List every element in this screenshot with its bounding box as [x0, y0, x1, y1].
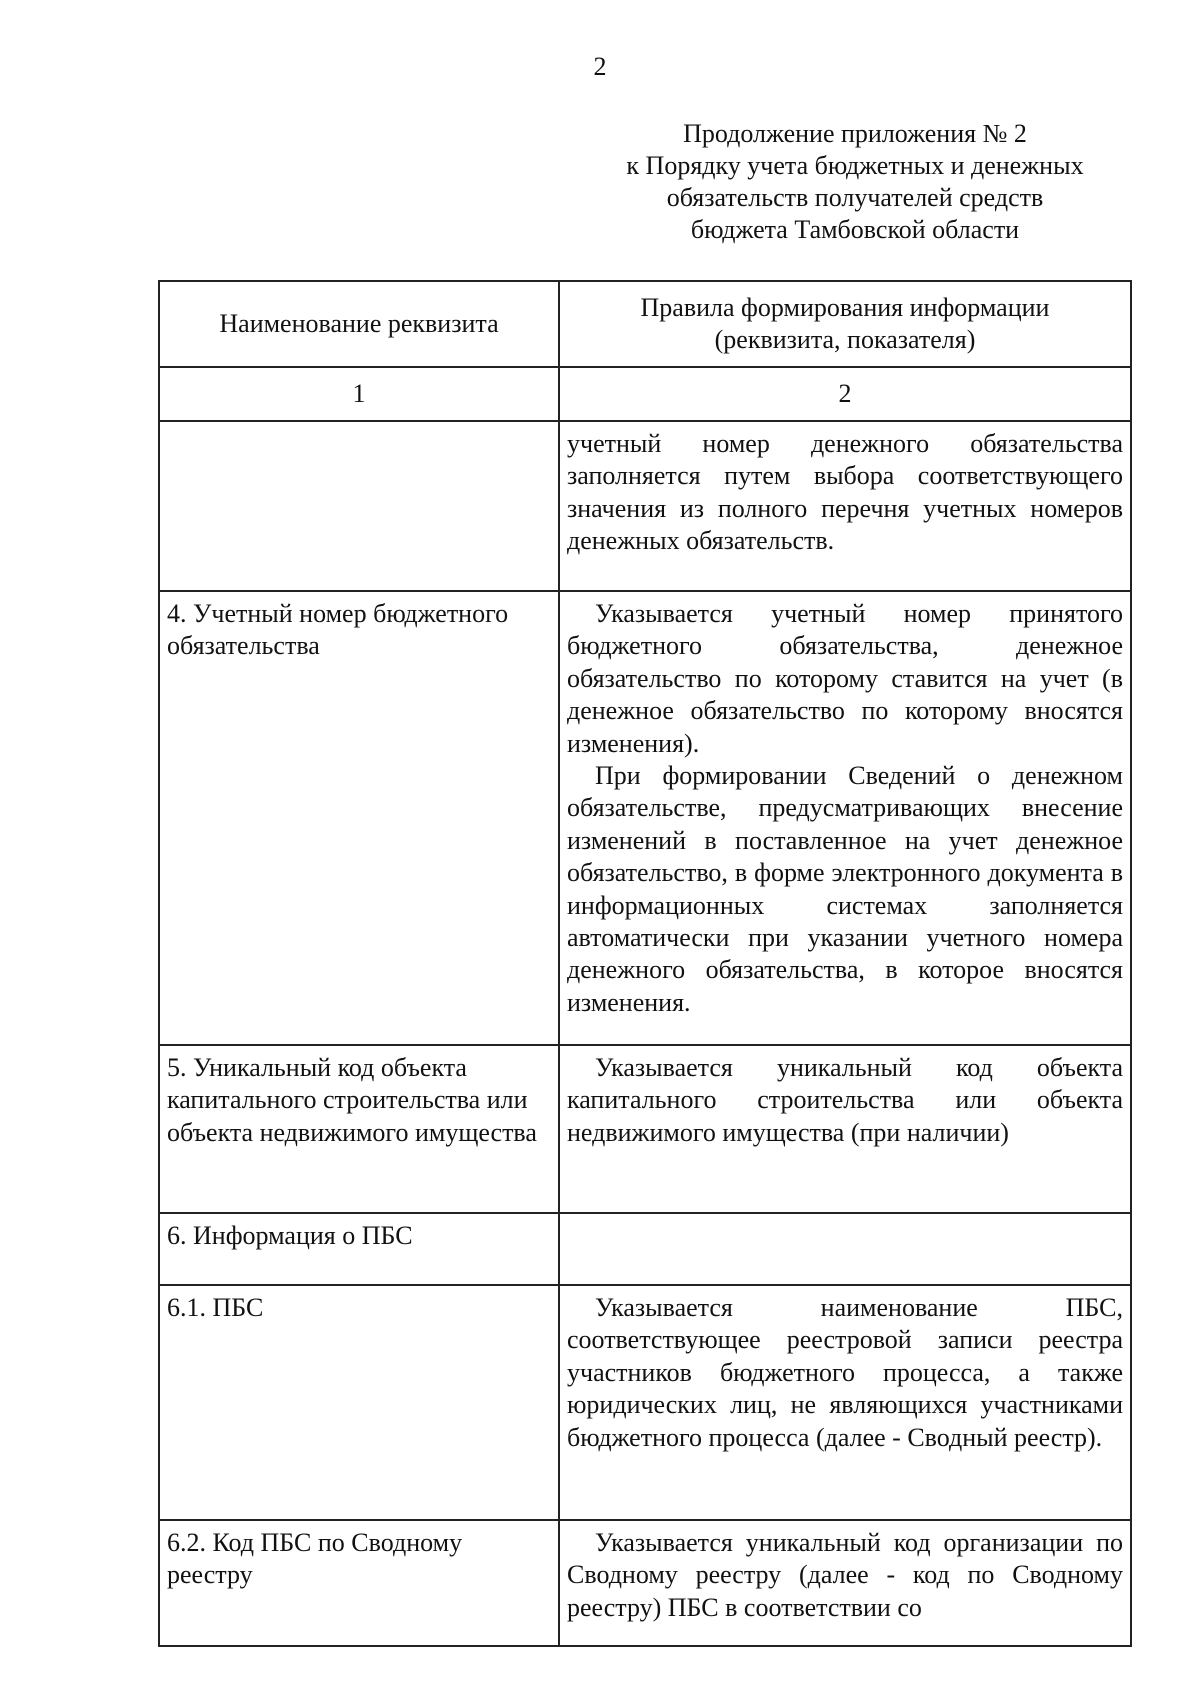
requisite-name: 5. Уникальный код объекта капитального строительства или объекта недвижимого имущества: [159, 1045, 559, 1213]
rules-paragraph: Указывается уникальный код объекта капитального строительства или объекта недвижимого имущества (при наличии): [567, 1053, 1123, 1147]
requisite-name: [159, 421, 559, 591]
rules-paragraph: Указывается учетный номер принятого бюджетного обязательства, денежное обязательство по которому ставится на учет (в денежное обязательство по которому вносятся изменения).: [567, 599, 1123, 758]
requisite-rules: [559, 1213, 1131, 1285]
requisite-rules: [559, 421, 1131, 591]
rules-paragraph: При формировании Сведений о денежном обязательстве, предусматривающих внесение изменений в поставленное на учет денежное обязательство, в форме электронного документа в информационных системах заполняется автоматически при указании учетного номера денежного обязательства, в которое вносятся изменения.: [567, 761, 1123, 1017]
requisite-name: 4. Учетный номер бюджетного обязательства: [159, 591, 559, 1045]
appendix-header-line: обязательств получателей средств: [666, 183, 1044, 212]
table-row: [159, 421, 1131, 591]
requisite-name: 6.2. Код ПБС по Сводному реестру: [159, 1520, 559, 1646]
requisite-name: 6. Информация о ПБС: [159, 1213, 559, 1285]
requisite-rules: [559, 1045, 1131, 1213]
column-header-rules: [559, 281, 1131, 367]
appendix-header-line: к Порядку учета бюджетных и денежных: [626, 151, 1084, 180]
appendix-header: [600, 118, 1110, 246]
appendix-header-line: бюджета Тамбовской области: [690, 215, 1020, 244]
column-header-line: (реквизита, показателя): [714, 325, 976, 354]
requisite-rules: [559, 1520, 1131, 1646]
table-header-row: [159, 281, 1131, 367]
rules-paragraph: Указывается наименование ПБС, соответствующее реестровой записи реестра участников бюджетного процесса, а также юридических лиц, не являющихся участниками бюджетного процесса (далее - Сводный реестр).: [567, 1293, 1123, 1452]
appendix-header-line: Продолжение приложения № 2: [683, 119, 1027, 148]
column-number: 2: [559, 367, 1131, 421]
column-header-line: Правила формирования информации: [640, 292, 1050, 322]
column-header-name: Наименование реквизита: [159, 281, 559, 367]
requisite-rules: [559, 591, 1131, 1045]
page-number: 2: [593, 52, 607, 81]
rules-paragraph: учетный номер денежного обязательства заполняется путем выбора соответствующего значения из полного перечня учетных номеров денежных обязательств.: [567, 429, 1123, 556]
table-row: [159, 1520, 1131, 1646]
column-number: 1: [159, 367, 559, 421]
table-row: [159, 591, 1131, 1045]
requisite-rules: [559, 1285, 1131, 1520]
table-row: [159, 1213, 1131, 1285]
rules-paragraph: Указывается уникальный код организации по Сводному реестру (далее - код по Сводному реестру) ПБС в соответствии со: [567, 1528, 1123, 1622]
requisites-table: [158, 280, 1132, 1647]
table-row: [159, 1045, 1131, 1213]
column-number-row: [159, 367, 1131, 421]
requisite-name: 6.1. ПБС: [159, 1285, 559, 1520]
table-row: [159, 1285, 1131, 1520]
